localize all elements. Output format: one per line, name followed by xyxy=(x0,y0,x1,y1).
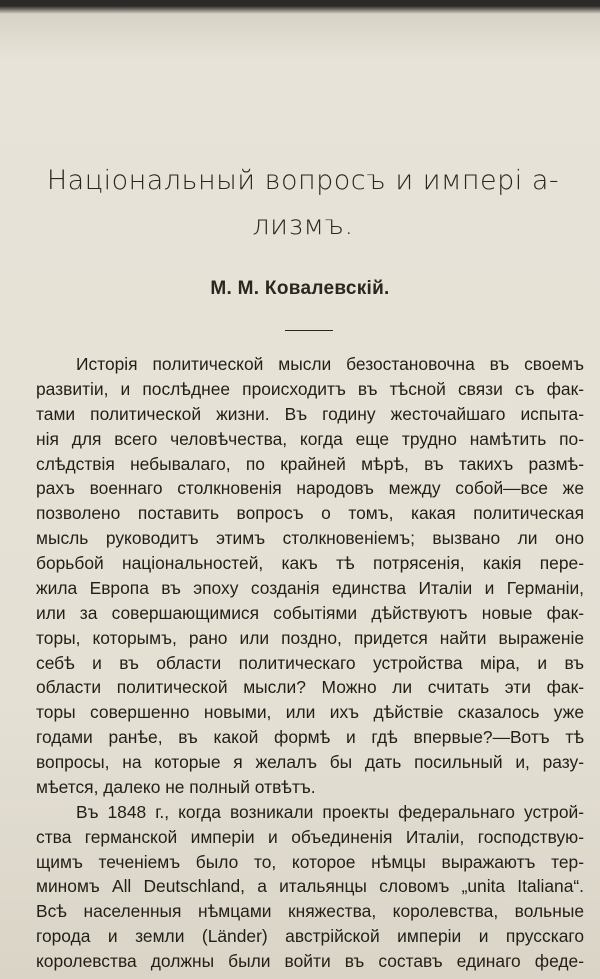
text-line: Всѣ населенныя нѣмцами княжества, королевства, вольные xyxy=(36,901,584,922)
text-line: торы совершенно новыми, или ихъ дѣйствіе сказалось уже xyxy=(36,702,584,723)
text-line: области политической мысли? Можно ли считать эти фак- xyxy=(36,677,584,698)
text-line: борьбой національностей, какъ тѣ потрясенія, какія пере- xyxy=(36,553,584,573)
text-line: мѣется, далеко не полный отвѣтъ. xyxy=(36,776,316,797)
text-line: нія для всего человѣчества, когда еще трудно намѣтить по- xyxy=(36,428,584,449)
text-line: Въ 1848 г., когда возникали проекты федеральнаго устрой- xyxy=(76,801,584,822)
text-line: годами ранѣе, въ какой формѣ и гдѣ впервые?—Вотъ тѣ xyxy=(36,727,584,748)
text-line: тами политической жизни. Въ годину жесточайшаго испыта- xyxy=(36,403,584,424)
article-title-line-1: Національный вопросъ и импері а- xyxy=(46,165,560,196)
text-line: позволено поставить вопросъ о томъ, какая политическая xyxy=(36,503,584,524)
text-line: вопросы, на которые я желалъ бы дать посильный и, разу- xyxy=(36,752,584,772)
text-line: города и земли (Länder) австрійской имперіи и прусскаго xyxy=(36,926,584,947)
text-line: мысль руководитъ этимъ столкновеніемъ; вызвано ли оно xyxy=(36,528,584,549)
text-line: королевства должны были войти въ составъ единаго феде- xyxy=(36,951,584,971)
text-line: жила Европа въ эпоху созданія единства Италіи и Германіи, xyxy=(36,577,584,598)
text-line: или за совершающимися событіями дѣйствуютъ новые фак- xyxy=(36,602,584,623)
text-line: миномъ All Deutschland, а итальянцы словомъ „unita Italiana“. xyxy=(36,876,584,897)
title-divider xyxy=(285,330,333,331)
text-line: себѣ и въ области политическаго устройства міра, и въ xyxy=(36,652,584,673)
text-line: торы, которымъ, рано или поздно, придется найти выраженіе xyxy=(36,627,584,648)
article-author: М. М. Ковалевскій. xyxy=(210,278,390,299)
text-line: рахъ военнаго столкновенія народовъ между собой—все же xyxy=(36,478,584,499)
article-title-line-2: лизмъ. xyxy=(252,210,354,241)
text-line: ства германской имперіи и объединенія Италіи, господствую- xyxy=(36,826,584,847)
text-line: слѣдствія небывалаго, по крайней мѣрѣ, въ такихъ размѣ- xyxy=(36,453,584,474)
text-line: щимъ теченіемъ было то, которое нѣмцы выражаютъ тер- xyxy=(36,851,584,872)
text-line: Исторія политической мысли безостановочна въ своемъ xyxy=(76,354,584,374)
text-line: развитіи, и послѣднее происходитъ въ тѣсной связи съ фак- xyxy=(36,378,584,399)
